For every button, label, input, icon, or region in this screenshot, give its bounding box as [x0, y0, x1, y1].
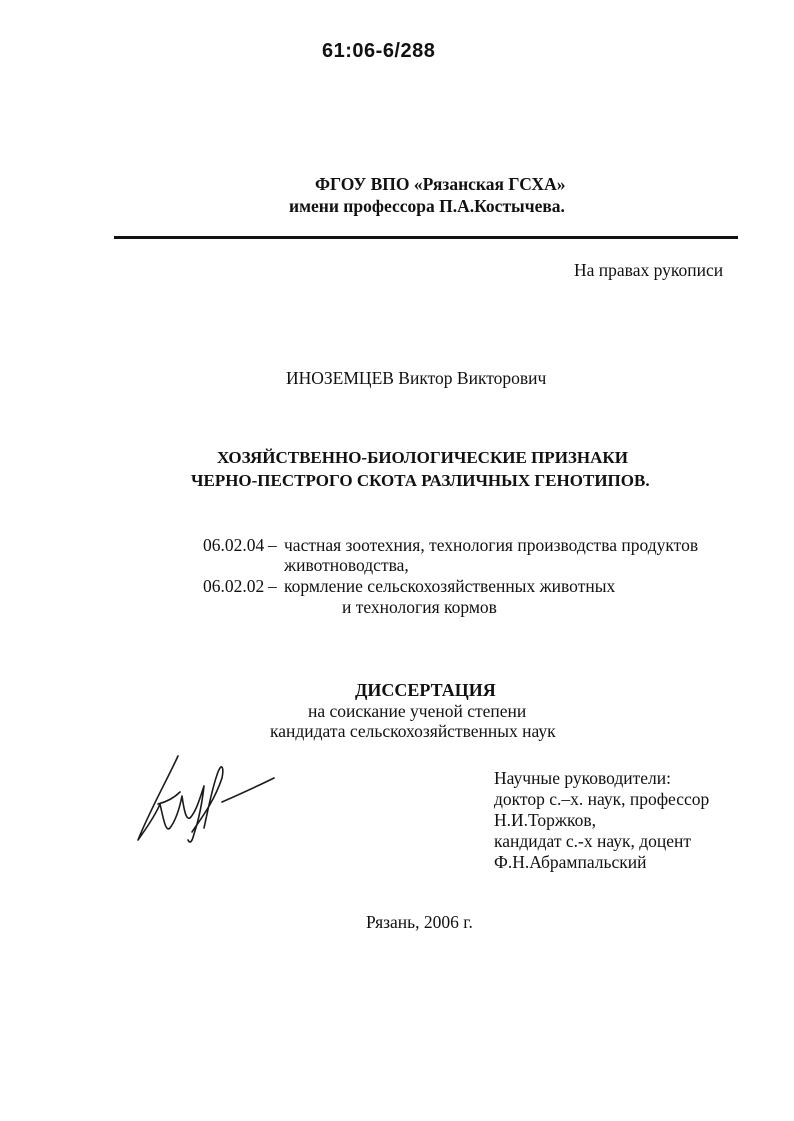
- supervisor-2-name: Ф.Н.Абрампальский: [494, 852, 647, 872]
- archive-code: 61:06-6/288: [322, 40, 436, 62]
- institution-name: ФГОУ ВПО «Рязанская ГСХА»: [315, 174, 566, 194]
- header-divider: [114, 236, 738, 239]
- specialty-dash-2: –: [268, 576, 277, 596]
- thesis-title-line-2: ЧЕРНО-ПЕСТРОГО СКОТА РАЗЛИЧНЫХ ГЕНОТИПОВ.: [191, 471, 650, 490]
- supervisor-1-degree: доктор с.–х. наук, профессор: [494, 789, 710, 809]
- author-name: ИНОЗЕМЦЕВ Виктор Викторович: [286, 368, 547, 388]
- thesis-title-line-1: ХОЗЯЙСТВЕННО-БИОЛОГИЧЕСКИЕ ПРИЗНАКИ: [217, 448, 628, 467]
- signature-image: [130, 748, 280, 848]
- specialty-code-2: 06.02.02: [203, 576, 265, 596]
- dissertation-heading: ДИССЕРТАЦИЯ: [355, 680, 496, 700]
- specialty-desc-1b: животноводства,: [284, 555, 409, 575]
- supervisor-1-name: Н.И.Торжков,: [494, 810, 596, 830]
- specialty-desc-2b: и технология кормов: [342, 597, 497, 617]
- specialty-desc-1a: частная зоотехния, технология производства продуктов: [284, 535, 699, 555]
- specialty-dash-1: –: [268, 535, 277, 555]
- place-and-year: Рязань, 2006 г.: [366, 912, 473, 932]
- rights-note: На правах рукописи: [574, 260, 724, 280]
- specialty-desc-2a: кормление сельскохозяйственных животных: [284, 576, 616, 596]
- supervisor-2-degree: кандидат с.-х наук, доцент: [494, 831, 692, 851]
- supervisors-heading: Научные руководители:: [494, 768, 671, 788]
- specialty-code-1: 06.02.04: [203, 535, 265, 555]
- institution-named-after: имени профессора П.А.Костычева.: [289, 196, 565, 216]
- dissertation-degree-line: на соискание ученой степени: [308, 701, 527, 721]
- dissertation-field-line: кандидата сельскохозяйственных наук: [270, 721, 556, 741]
